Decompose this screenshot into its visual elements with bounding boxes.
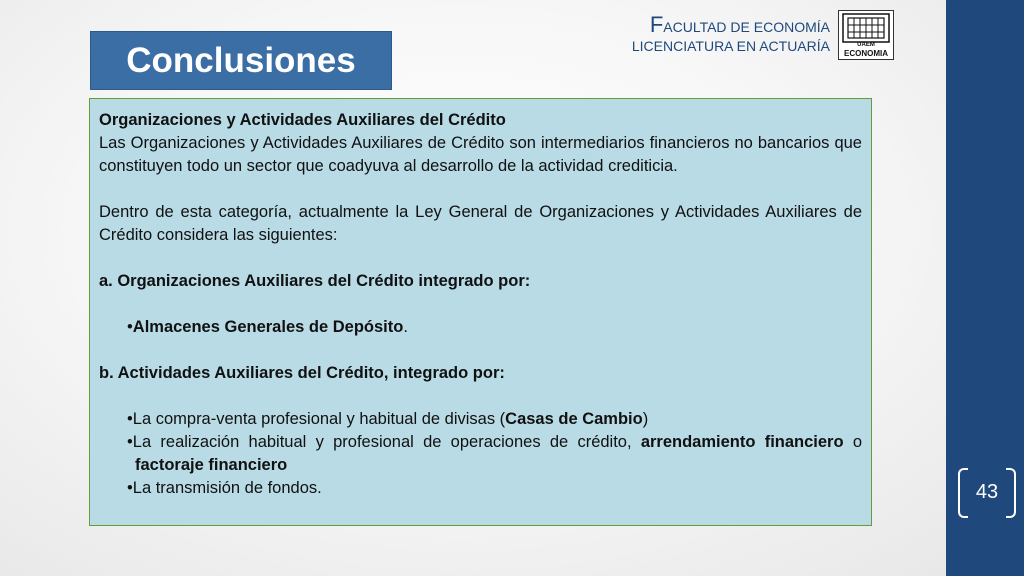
bullet-mark: •	[127, 410, 133, 428]
content-heading: Organizaciones y Actividades Auxiliares del Crédito	[99, 111, 506, 129]
logo-text-top: UAEM	[857, 42, 875, 48]
bullet-credito-pre: La realización habitual y profesional de operaciones de crédito,	[132, 433, 641, 451]
bullet-credito-factoraje: factoraje financiero	[135, 456, 288, 474]
section-a-heading: a. Organizaciones Auxiliares del Crédito integrado por:	[99, 272, 531, 290]
bullet-mark: •	[127, 318, 133, 336]
bullet-divisas	[99, 408, 862, 431]
section-b-heading: b. Actividades Auxiliares del Crédito, integrado por:	[99, 364, 505, 382]
bullet-credito-arrendamiento: arrendamiento financiero	[640, 433, 844, 451]
slide-title: Conclusiones	[90, 31, 392, 90]
bullet-credito-mid: o	[843, 433, 862, 451]
bullet-almacenes-tail: .	[403, 318, 408, 336]
bullet-divisas-bold: Casas de Cambio	[505, 410, 643, 428]
content-box	[89, 98, 872, 526]
logo-text-bottom: ECONOMIA	[844, 49, 888, 58]
bullet-divisas-pre: La compra-venta profesional y habitual de divisas (	[132, 410, 506, 428]
bullet-almacenes	[99, 316, 862, 339]
bullet-transmision	[99, 477, 862, 500]
building-logo-icon	[842, 13, 890, 43]
program-name: LICENCIATURA EN ACTUARÍA	[631, 38, 830, 54]
faculty-name-rest: ACULTAD DE ECONOMÍA	[663, 19, 830, 35]
slide-number-frame	[958, 468, 1016, 516]
bullet-almacenes-bold: Almacenes Generales de Depósito	[132, 318, 404, 336]
bullet-credito	[99, 431, 862, 477]
paragraph-definition: Las Organizaciones y Actividades Auxiliares de Crédito son intermediarios financieros no bancarios que constituyen todo un sector que coadyuva al desarrollo de la actividad crediticia.	[99, 134, 862, 175]
paragraph-category: Dentro de esta categoría, actualmente la Ley General de Organizaciones y Actividades Auxiliares de Crédito considera las siguientes:	[99, 203, 862, 244]
bullet-divisas-post: )	[642, 410, 649, 428]
bullet-transmision-text: La transmisión de fondos.	[132, 479, 322, 497]
slide-number: 43	[975, 481, 999, 503]
faculty-initial: F	[649, 12, 664, 37]
bullet-mark: •	[127, 433, 133, 451]
bullet-mark: •	[127, 479, 133, 497]
faculty-name	[632, 14, 830, 36]
faculty-logo	[838, 10, 894, 60]
faculty-header	[632, 14, 830, 53]
